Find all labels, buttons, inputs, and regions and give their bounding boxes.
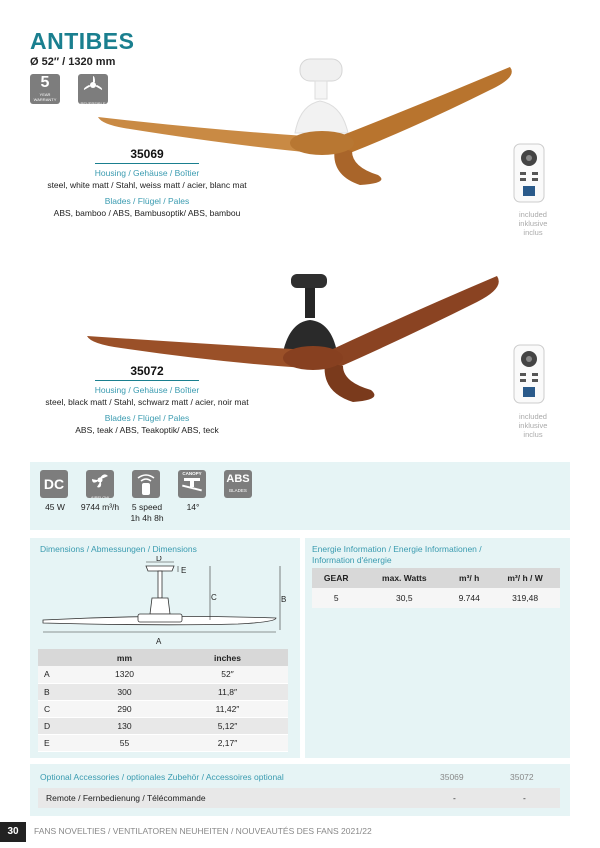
feature-power: 45 W [45,502,65,512]
dc-icon-text: DC [43,476,65,492]
feature-canopy-angle: 14° [186,502,200,512]
note-de: inklusive [518,421,548,430]
accessory-availability-35069: - [453,793,456,803]
housing-caption: Housing / Gehäuse / Boîtier [94,385,200,395]
warranty-text: YEAR WARRANTY [33,92,57,102]
product-number: 35069 [130,147,164,161]
energy-m3h: 9.744 [448,588,490,608]
blades-value: ABS, teak / ABS, Teakoptik/ ABS, teck [75,425,219,435]
accessory-label: Remote / Fernbedienung / Télécommande [46,793,206,803]
airflow-icon-text: AIRFLOW [90,495,110,498]
remote-control-image [508,142,552,204]
product-details-35072 [32,364,262,436]
energy-header-watts: max. Watts [360,568,448,588]
housing-value: steel, white matt / Stahl, weiss matt / acier, blanc mat [47,180,247,190]
remote-included-note [508,412,558,439]
energy-gear: 5 [312,588,360,608]
row-mm: 1320 [82,666,167,683]
housing-value: steel, black matt / Stahl, schwarz matt / acier, noir mat [45,397,249,407]
accessories-title: Optional Accessories / optionales Zubehör / Accessoires optional [40,772,284,782]
accessory-availability-35072: - [523,793,526,803]
dimensions-title: Dimensions / Abmessungen / Dimensions [40,544,197,554]
table-row [38,683,288,700]
blades-caption: Blades / Flügel / Pales [104,413,190,423]
dim-label-a: A [156,637,162,646]
table-row [38,700,288,717]
divider [95,380,199,381]
canopy-glyph [178,477,206,497]
dim-header-inches: inches [167,649,288,666]
dim-label-c: C [211,593,217,602]
accessory-row-remote [38,788,560,808]
blades-value: ABS, bamboo / ABS, Bambusoptik/ ABS, bambou [53,208,241,218]
note-en: included [519,412,547,421]
row-label: D [38,717,82,734]
dim-label-b: B [281,595,287,604]
page-number: 30 [0,822,26,842]
row-inches: 5,12″ [167,717,288,734]
airflow-icon [86,470,114,498]
remote-glyph [132,470,160,498]
row-label: C [38,700,82,717]
remote-included-note [508,210,558,237]
product-details-35069 [32,147,262,219]
energy-title [312,544,482,566]
feature-airflow: 9744 m³/h [80,502,120,512]
canopy-angle-icon [178,470,206,498]
table-row [312,588,560,608]
energy-table [312,568,560,608]
row-mm: 55 [82,734,167,751]
abs-icon-text: ABS [226,473,250,485]
energy-m3hw: 319,48 [490,588,560,608]
abs-icon-subtext: BLADES [229,488,247,493]
timer-options: 1h 4h 8h [130,513,164,523]
row-mm: 290 [82,700,167,717]
airflow-glyph [86,470,114,490]
row-label: B [38,683,82,700]
canopy-icon-text: CANOPY [182,471,202,476]
product-size: Ø 52″ / 1320 mm [30,56,116,68]
remote-control-image [508,343,552,405]
row-inches: 11,42″ [167,700,288,717]
row-label: E [38,734,82,751]
row-mm: 130 [82,717,167,734]
energy-watts: 30,5 [360,588,448,608]
speed-count: 5 speed [131,502,163,512]
abs-blades-icon [224,470,252,498]
note-en: included [519,210,547,219]
dim-header-mm: mm [82,649,167,666]
table-row [38,717,288,734]
accessories-col-35072: 35072 [510,772,534,782]
energy-header-m3hw: m³/ h / W [490,568,560,588]
dc-motor-icon [40,470,68,498]
warranty-badge [30,74,60,104]
note-fr: inclus [523,228,543,237]
dim-label-e: E [181,566,187,575]
blades-caption: Blades / Flügel / Pales [104,196,190,206]
table-row [38,666,288,683]
accessories-col-35069: 35069 [440,772,464,782]
reversible-text: REVERSIBLE [80,101,106,104]
energy-title-line1: Energie Information / Energie Informationen / [312,544,482,554]
table-row [38,734,288,751]
dimensions-table [38,649,288,752]
energy-header-m3h: m³/ h [448,568,490,588]
note-fr: inclus [523,430,543,439]
dim-label-d: D [156,556,162,563]
feature-speed [122,502,172,524]
dim-header-label [38,649,82,666]
remote-speed-icon [132,470,160,498]
product-number: 35072 [130,364,164,378]
row-inches: 2,17″ [167,734,288,751]
divider [95,163,199,164]
housing-caption: Housing / Gehäuse / Boîtier [94,168,200,178]
row-inches: 52″ [167,666,288,683]
product-title: ANTIBES [30,28,135,54]
row-inches: 11,8″ [167,683,288,700]
note-de: inklusive [518,219,548,228]
energy-header-gear: GEAR [312,568,360,588]
warranty-years: 5 [40,74,50,91]
row-label: A [38,666,82,683]
energy-title-line2: Information d'énergie [312,555,392,565]
footer-text: FANS NOVELTIES / VENTILATOREN NEUHEITEN / NOUVEAUTÉS DES FANS 2021/22 [34,826,372,836]
dimension-diagram [38,556,288,648]
row-mm: 300 [82,683,167,700]
